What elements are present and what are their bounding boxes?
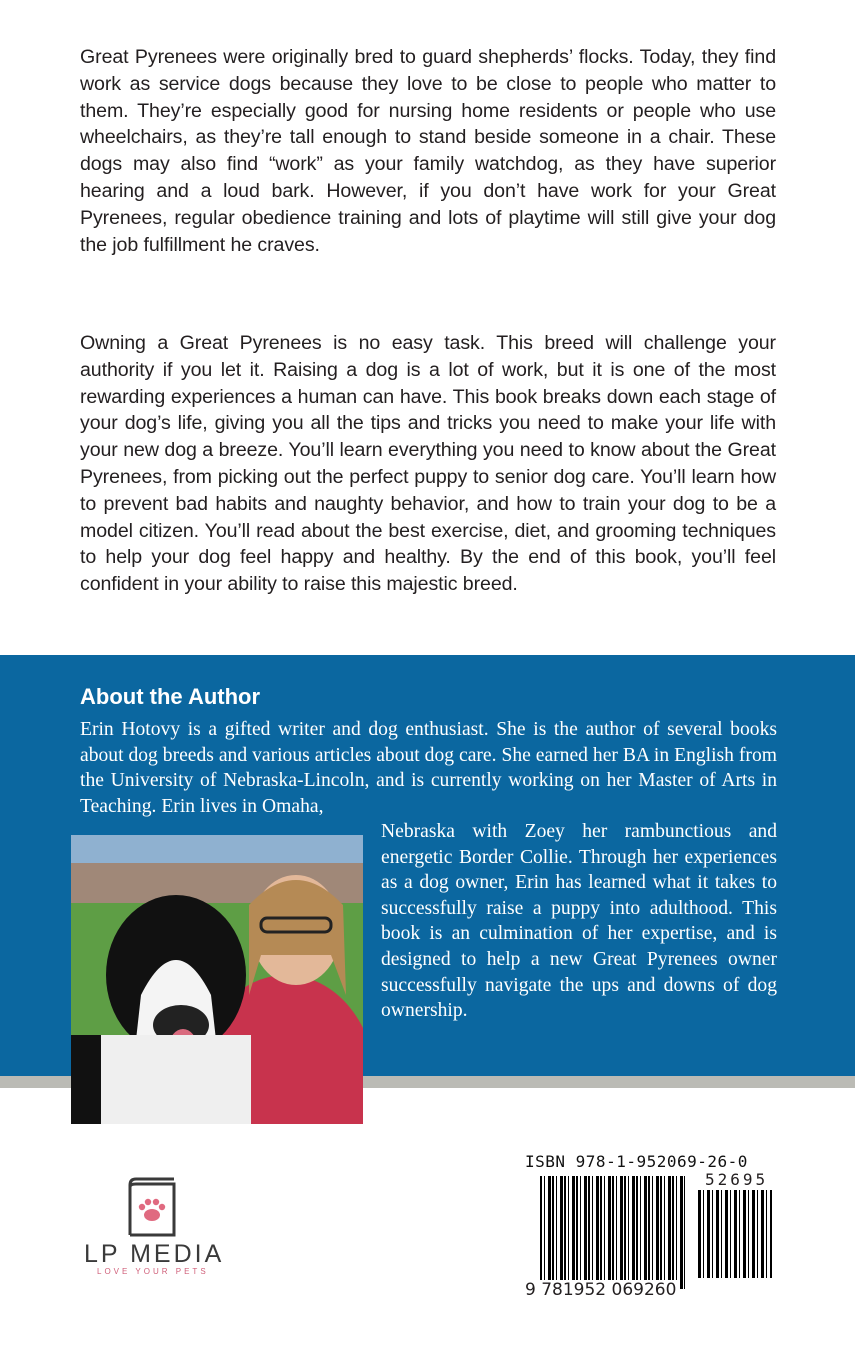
publisher-tagline: LOVE YOUR PETS bbox=[97, 1267, 209, 1276]
ean-number: 9 781952 069260 bbox=[525, 1280, 677, 1300]
author-photo bbox=[71, 835, 363, 1124]
author-heading: About the Author bbox=[80, 684, 261, 709]
description-paragraph-1: Great Pyrenees were originally bred to guard shepherds’ flocks. Today, they find work as service dogs because they love to be close to people who matter to them. They’re especially good for nursing home residents or people who use wheelchairs, as they’re tall enough to stand beside someone in a chair. These dogs may also find “work” as your family watchdog, as they have superior hearing and a loud bark. However, if you don’t have work for your Great Pyrenees, regular obedience training and lots of playtime will still give your dog the job fulfillment he craves. bbox=[80, 46, 776, 256]
publisher-name: LP MEDIA bbox=[84, 1240, 225, 1268]
isbn-text: ISBN 978-1-952069-26-0 bbox=[525, 1152, 748, 1171]
paw-icon bbox=[139, 1199, 165, 1221]
author-bio-part2: Nebraska with Zoey her rambunctious and energetic Border Collie. Through her experiences as a dog owner, Erin has learned what it takes to successfully raise a puppy into adulthood. This book is an culmination of her expertise, and is designed to help a new Great Pyrenees owner successfully navigate the ups and downs of dog ownership. bbox=[381, 821, 777, 1022]
barcode-addon-number: 52695 bbox=[705, 1170, 769, 1189]
author-bio-part1: Erin Hotovy is a gifted writer and dog enthusiast. She is the author of several books about dog breeds and various articles about dog care. She earned her BA in English from the University of Nebraska-Lincoln, and is currently working on her Master of Arts in Teaching. Erin lives in Omaha, bbox=[80, 719, 777, 817]
description-paragraph-2: Owning a Great Pyrenees is no easy task. This breed will challenge your authority if you let it. Raising a dog is a lot of work, but it is one of the most rewarding experiences a human can have. This book breaks down each stage of your dog’s life, giving you all the tips and tricks you need to make your life with your new dog a breeze. You’ll learn everything you need to know about the Great Pyrenees, from picking out the perfect puppy to senior dog care. You’ll learn how to prevent bad habits and naughty behavior, and how to train your dog to be a model citizen. You’ll read about the best exercise, diet, and grooming techniques to help your dog feel happy and healthy. By the end of this book, you’ll feel confident in your ability to raise this majestic breed. bbox=[80, 332, 776, 596]
isbn-barcode bbox=[540, 1176, 685, 1289]
addon-barcode bbox=[698, 1190, 772, 1278]
